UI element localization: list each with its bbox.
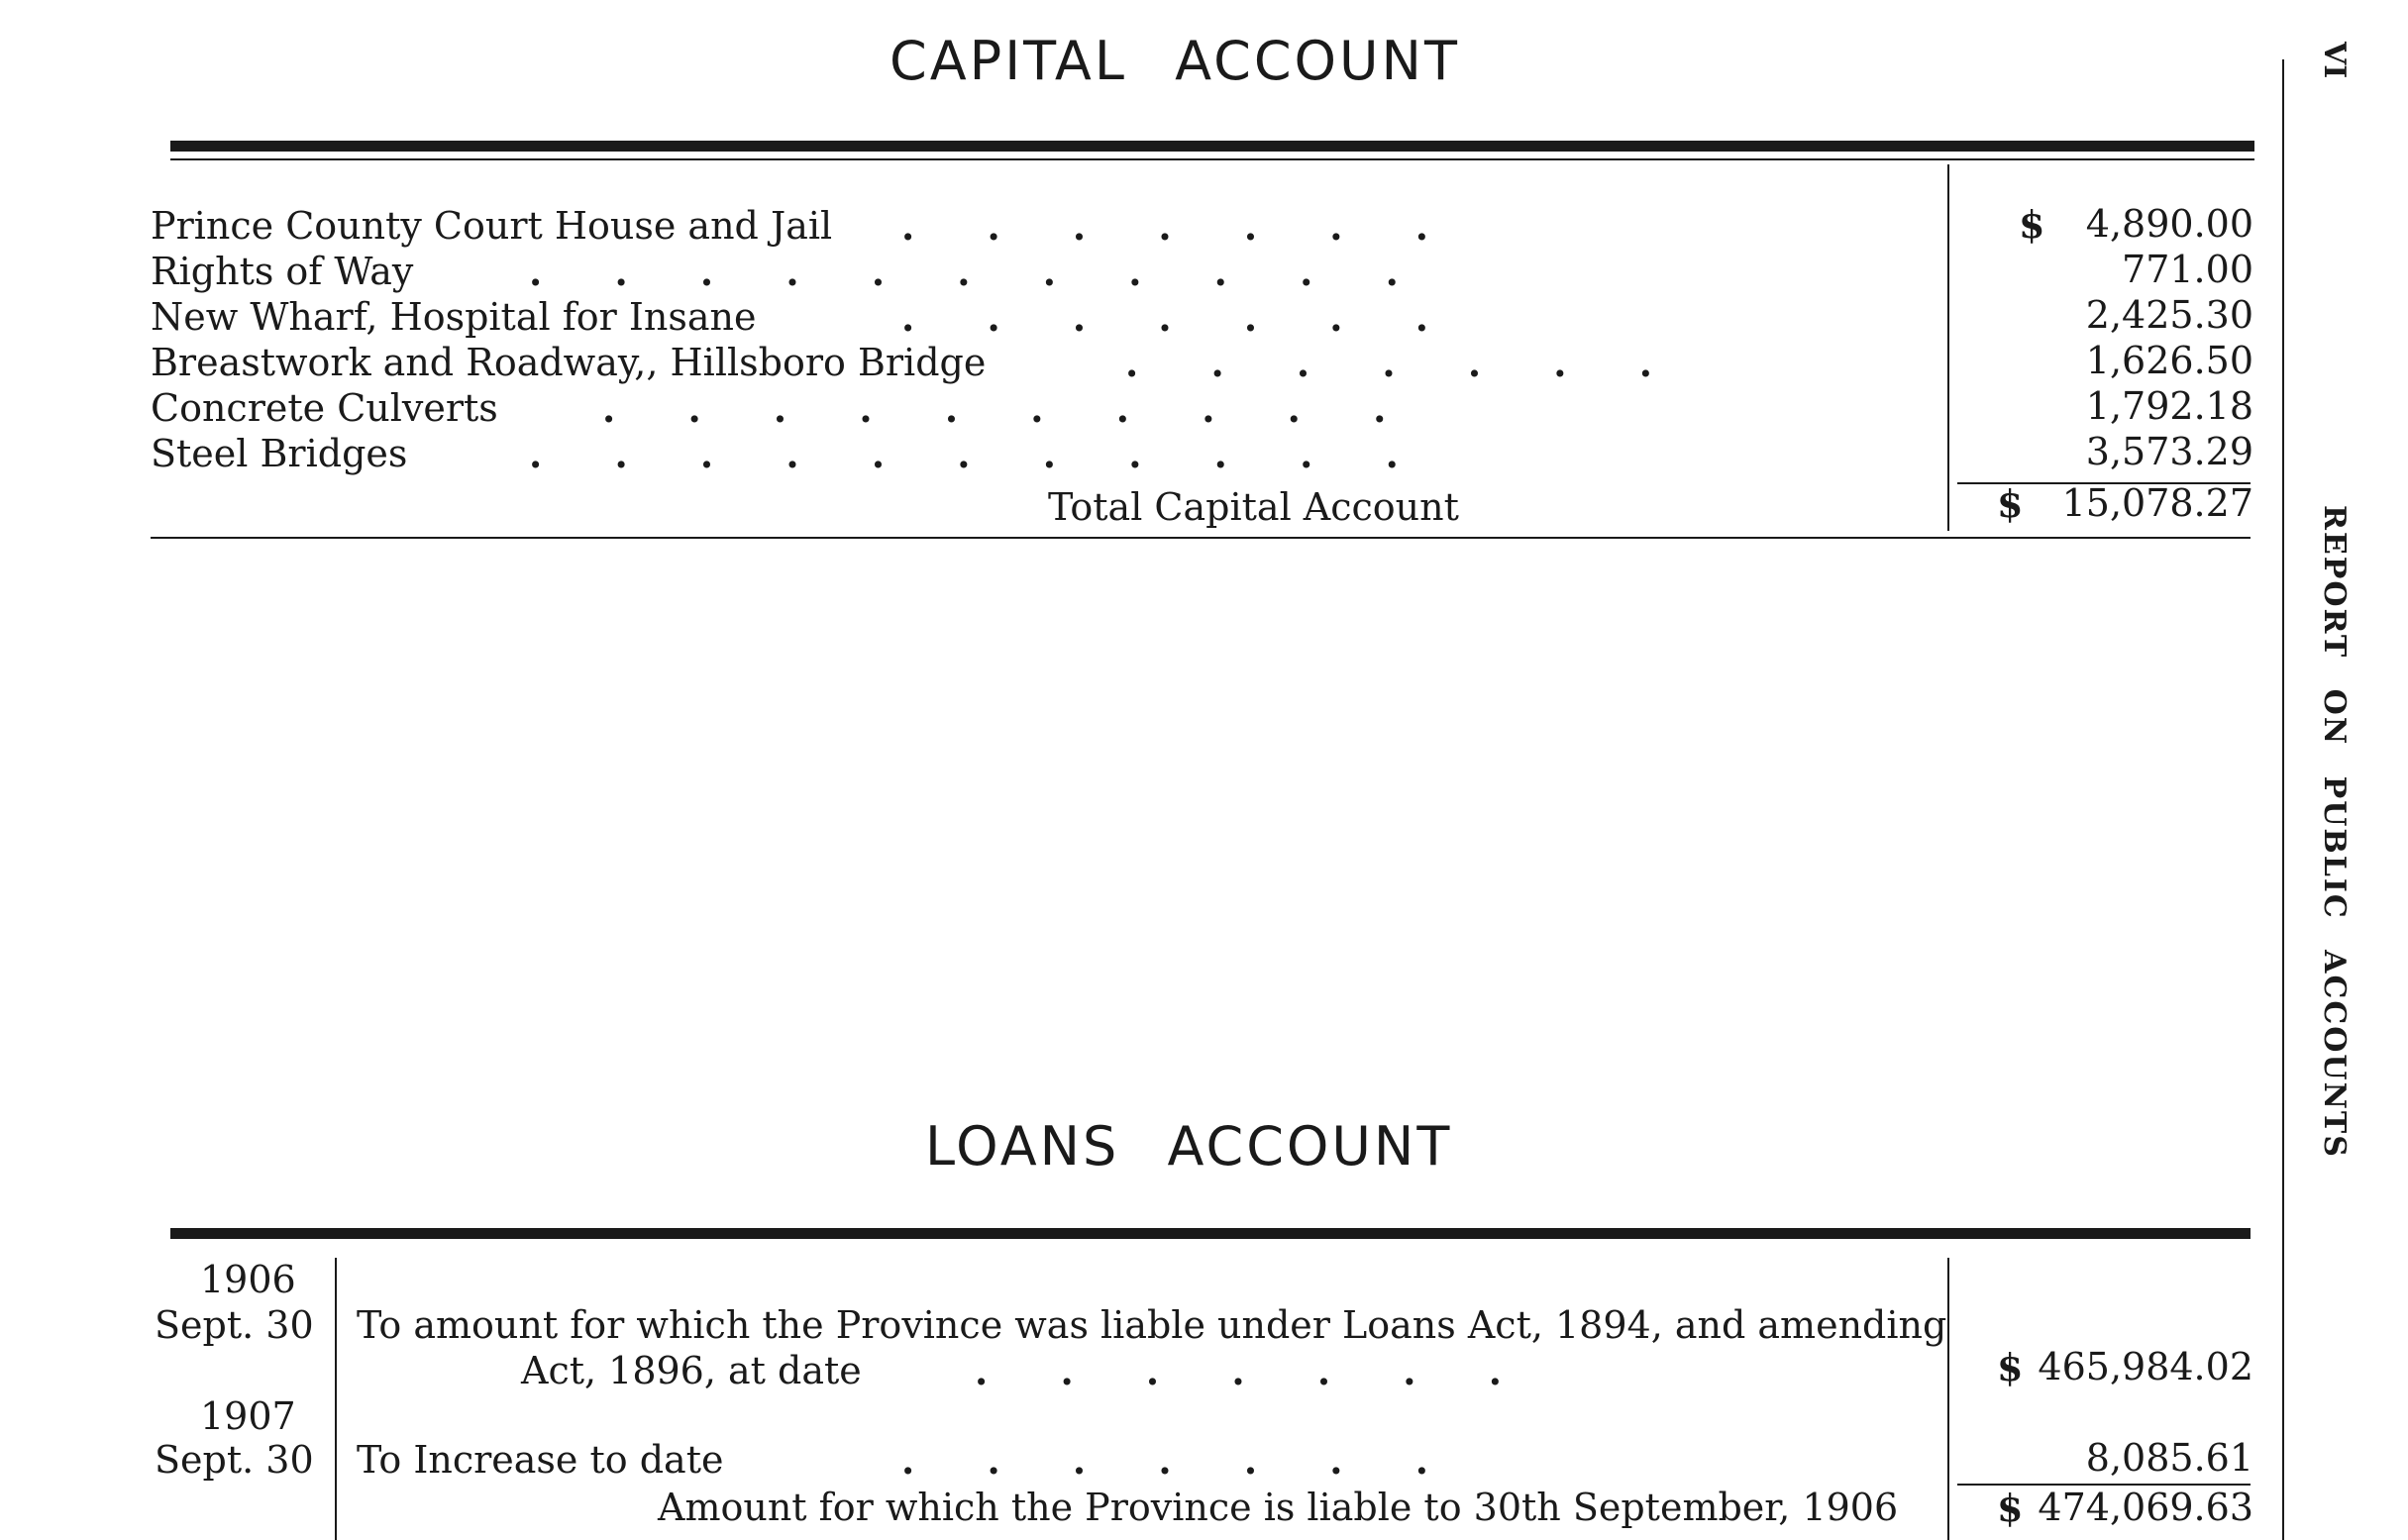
loans-amount-column-divider (1947, 1258, 1949, 1540)
leader-dots: . . . . . . . . . . . (529, 432, 1399, 476)
loans-entry-amount: 8,085.61 (2085, 1436, 2253, 1480)
capital-item-label: Rights of Way (151, 250, 414, 293)
capital-item-amount: 1,626.50 (2085, 339, 2253, 382)
currency-symbol: $ (1997, 1486, 2024, 1530)
capital-item-amount: 771.00 (2122, 248, 2253, 291)
loans-account-title: LOANS ACCOUNT (925, 1115, 1453, 1178)
capital-account-title: CAPITAL ACCOUNT (890, 30, 1460, 92)
loans-date: Sept. 30 (155, 1303, 314, 1347)
leader-dots: . . . . . . . (1125, 341, 1652, 385)
loans-entry-text-continued: Act, 1896, at date (521, 1349, 862, 1392)
capital-item-label: Breastwork and Roadway,, Hillsboro Bridge (151, 341, 987, 384)
leader-dots: . . . . . . . . . . (602, 386, 1387, 431)
capital-top-thin-rule (170, 158, 2254, 160)
capital-item-label: Concrete Culverts (151, 386, 498, 430)
loans-entry-text: To Increase to date (357, 1438, 724, 1482)
capital-top-thick-rule (170, 141, 2254, 152)
capital-item-amount: 3,573.29 (2085, 430, 2253, 473)
capital-item-amount: 1,792.18 (2085, 384, 2253, 428)
loans-top-thick-rule (170, 1228, 2251, 1239)
capital-item-amount: 4,890.00 (2085, 202, 2253, 246)
capital-total-amount: 15,078.27 (2061, 481, 2253, 525)
loans-year: 1907 (200, 1394, 296, 1438)
page-edge-rule (2282, 59, 2284, 1540)
loans-total-amount: 474,069.63 (2038, 1486, 2253, 1529)
leader-dots: . . . . . . . (975, 1349, 1502, 1393)
currency-symbol: $ (2019, 202, 2045, 247)
capital-total-label: Total Capital Account (1048, 485, 1459, 529)
currency-symbol: $ (1997, 1345, 2024, 1389)
loans-year: 1906 (200, 1258, 296, 1301)
running-title: REPORT ON PUBLIC ACCOUNTS (2317, 505, 2352, 1159)
leader-dots: . . . . . . . (901, 1438, 1428, 1483)
capital-bottom-rule (151, 537, 2251, 539)
leader-dots: . . . . . . . (901, 204, 1428, 249)
capital-item-label: Steel Bridges (151, 432, 408, 475)
capital-item-label: New Wharf, Hospital for Insane (151, 295, 757, 339)
capital-item-amount: 2,425.30 (2085, 293, 2253, 337)
loans-total-label: Amount for which the Province is liable to 30th September, 1906 (658, 1486, 1899, 1529)
leader-dots: . . . . . . . . . . . (529, 250, 1399, 294)
leader-dots: . . . . . . . (901, 295, 1428, 340)
loans-date-column-divider (335, 1258, 337, 1540)
loans-entry-text: To amount for which the Province was liable under Loans Act, 1894, and amending (357, 1303, 1947, 1347)
capital-amount-column-divider (1947, 164, 1949, 531)
currency-symbol: $ (1997, 481, 2024, 526)
loans-entry-amount: 465,984.02 (2038, 1345, 2253, 1388)
loans-date: Sept. 30 (155, 1438, 314, 1482)
capital-item-label: Prince County Court House and Jail (151, 204, 833, 248)
page-number: VI (2317, 42, 2352, 79)
